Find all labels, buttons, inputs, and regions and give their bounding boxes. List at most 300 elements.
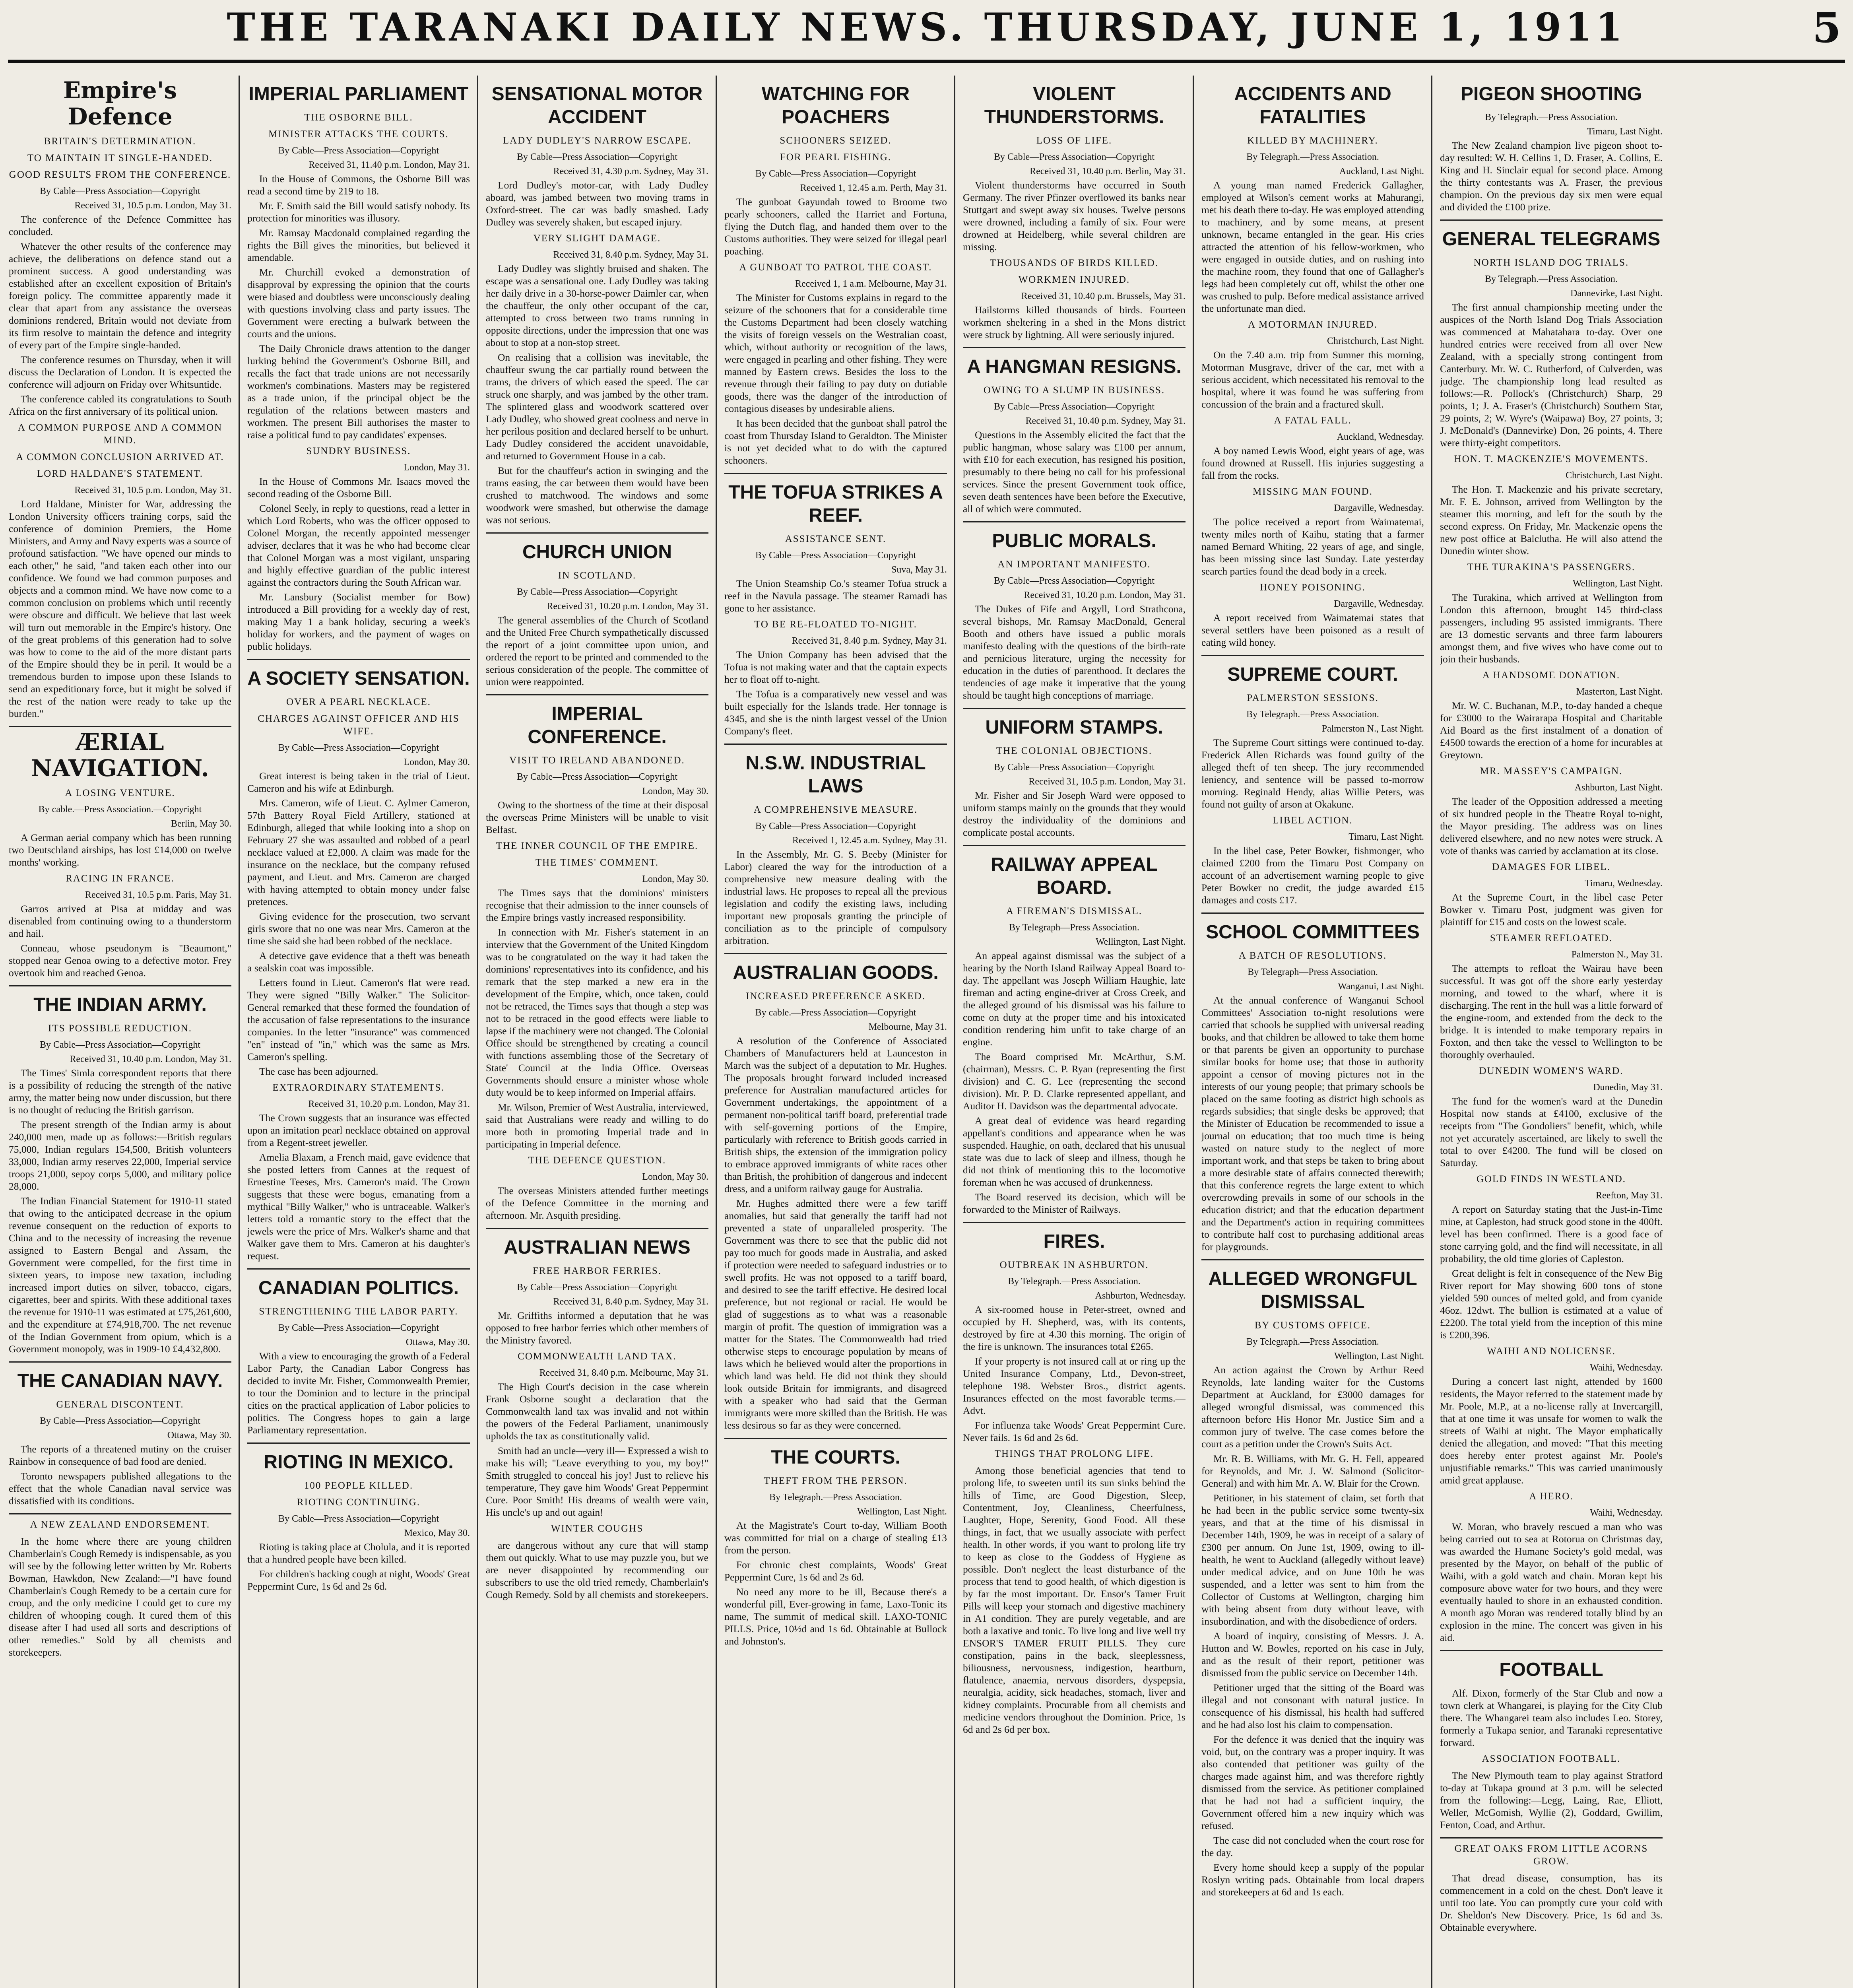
paragraph: The New Plymouth team to play against Stratford to-day at Tukapa ground at 3 p.m. will be selected from the following:—Legg, Laing, Rae, Elliott, Weller, McGomish, Wyllie (2), Goddard, Gwillim, Fenton, Coad, and Arthur.: [1440, 1770, 1663, 1831]
subheading: 100 PEOPLE KILLED.: [304, 1480, 413, 1491]
subheading: COMMONWEALTH LAND TAX.: [518, 1351, 677, 1362]
paragraph: A boy named Lewis Wood, eight years of age, was found drowned at Russell. His injuries suggesting a fall from the rocks.: [1201, 445, 1424, 481]
paragraph: For the defence it was denied that the inquiry was void, but, on the contrary was a proper inquiry. It was also contended that petitioner was guilty of the charges made against him, and was therefore rightly dismissed from the service. As petitioner complained that he had not had a sufficient inquiry, the Government offered him a new inquiry which was refused.: [1201, 1734, 1424, 1831]
paragraph: At the annual conference of Wanganui School Committees' Association to-night resolutions were carried that schools be supplied with universal reading books, and that children be allowed to take them home or that parents be given an opportunity to purchase similar books for home use; that those in authority appoint a censor of moving pictures not in the interests of our young people; that primary schools be placed on the same footing as district high schools as regards subsidies; that single desks be approved; that the Minister of Education be recommended to issue a journal on education; that too much time is being wasted on nature study to the neglect of more important work, and that steps be taken to bring about a more desirable state of affairs connected therewith; that this conference regrets the large extent to which overcrowding prevails in some of our schools in the education district; and that the education department and the Department's action in requiring committees to contribute half cost to purchasing additional areas for playgrounds.: [1201, 994, 1424, 1252]
section-heading: CHURCH UNION: [522, 542, 672, 563]
byline: By Telegraph.—Press Association.: [769, 1492, 902, 1503]
byline: By Telegraph.—Press Association.: [1485, 274, 1618, 284]
paragraph: In the House of Commons, the Osborne Bill was read a second time by 219 to 18.: [247, 173, 470, 197]
paragraph: The reports of a threatened mutiny on the cruiser Rainbow in consequence of bad food are denied.: [9, 1443, 231, 1467]
dateline: Received 31, 4.30 p.m. Sydney, May 31.: [553, 166, 708, 177]
dateline: Wellington, Last Night.: [857, 1507, 947, 1517]
paragraph: The Board comprised Mr. McArthur, S.M. (chairman), Messrs. C. P. Ryan (representing the first division) and C. G. Lee (representing the second division). Mr. P. D. Clarke represented appellant, and Auditor H. Davidson was the departmental advocate.: [963, 1051, 1186, 1112]
dateline: Timaru, Last Night.: [1349, 832, 1424, 842]
paragraph: Mr. Ramsay Macdonald complained regarding the rights the Bill gives the minorities, but believed it amendable.: [247, 227, 470, 263]
paragraph: Questions in the Assembly elicited the fact that the public hangman, whose salary was £100 per annum, with £10 for each execution, has resigned his position, presumably to there being no call for his professional services. Since the present Government took office, seven death sentences have been before the Executive, all of which were commuted.: [963, 429, 1186, 514]
paragraph: Lord Dudley's motor-car, with Lady Dudley aboard, was jambed between two moving trams in Oxford-street. The car was badly smashed. Lady Dudley was severely shaken, but escaped injury.: [486, 179, 708, 228]
byline: By cable.—Press Association—Copyright: [755, 1008, 916, 1018]
section-rule: [247, 1268, 470, 1270]
dateline: Received 31, 10.40 p.m. Sydney, May 31.: [1025, 416, 1186, 426]
byline: By Cable—Press Association—Copyright: [755, 550, 916, 561]
paragraph: A detective gave evidence that a theft was beneath a sealskin coat was impossible.: [247, 950, 470, 974]
paragraph: In the libel case, Peter Bowker, fishmonger, who claimed £200 from the Timaru Post Company on account of an advertisement warning people to give Peter Bowker no credit, the judge awarded £15 damages and costs £17.: [1201, 845, 1424, 906]
paragraph: Mr. Wilson, Premier of West Australia, interviewed, said that Australians were ready and willing to do more both in promoting Imperial trade and in participating in Imperial defence.: [486, 1101, 708, 1150]
subheading: THE OSBORNE BILL.: [304, 112, 413, 123]
section-heading: SCHOOL COMMITTEES: [1206, 922, 1420, 943]
paragraph: The conference of the Defence Committee has concluded.: [9, 214, 231, 237]
paragraph: Great interest is being taken in the trial of Lieut. Cameron and his wife at Edinburgh.: [247, 770, 470, 794]
paragraph: The Indian Financial Statement for 1910-11 stated that owing to the anticipated decrease in the opium revenue consequent on the reduction of exports to China and to the necessity of increasing the revenue assigned to Eastern Bengal and Assam, the Government were compelled, for the first time in sixteen years, to impose new taxation, including increased import duties on silver, tobacco, cigars, cigarettes, beer and spirits. With these additional taxes the revenue for 1910-11 was estimated at £75,261,600, and the expenditure at £74,918,700. The net revenue of the Indian Government from opium, which is a Government monopoly, was in 1909-10 £4,432,800.: [9, 1195, 231, 1355]
paragraph: The Union Steamship Co.'s steamer Tofua struck a reef in the Navula passage. The steamer Ramadi has gone to her assistance.: [724, 578, 947, 614]
paragraph: The Board reserved its decision, which will be forwarded to the Minister of Railways.: [963, 1191, 1186, 1215]
section-heading: ÆRIAL NAVIGATION.: [31, 728, 209, 782]
subheading: SCHOONERS SEIZED.: [780, 135, 892, 146]
column-rule: [477, 76, 478, 1988]
dateline: Received 31, 10.40 p.m. Brussels, May 31.: [1021, 291, 1186, 301]
dateline: Wellington, Last Night.: [1334, 1351, 1424, 1361]
dateline: Received 31, 10.5 p.m. London, May 31.: [74, 200, 231, 211]
byline: By Cable—Press Association—Copyright: [994, 762, 1154, 773]
section-heading: AUSTRALIAN GOODS.: [733, 962, 939, 983]
section-rule: [724, 1438, 947, 1439]
page-number: 5: [1812, 3, 1841, 52]
dateline: Received 31, 10.5 p.m. London, May 31.: [74, 485, 231, 495]
byline: By Cable—Press Association—Copyright: [994, 402, 1154, 412]
byline: By Cable—Press Association—Copyright: [994, 152, 1154, 162]
paragraph: The gunboat Gayundah towed to Broome two pearly schooners, called the Harriet and Fortuna, flying the Dutch flag, and handed them over to the Customs authorities. They were seized for illegal pearl poaching.: [724, 196, 947, 257]
paragraph: An action against the Crown by Arthur Reed Reynolds, late landing waiter for the Customs Department at Auckland, for £3000 damages for alleged wrongful dismissal, was commenced this afternoon before His Honor Mr. Justice Sim and a common jury of twelve. The case comes before the court as a petition under the Crown's Suits Act.: [1201, 1364, 1424, 1450]
section-rule: [963, 521, 1186, 522]
paragraph: Mr. Griffiths informed a deputation that he was opposed to free harbor ferries which other members of the Ministry favored.: [486, 1310, 708, 1346]
subheading: MISSING MAN FOUND.: [1252, 486, 1373, 497]
dateline: Reefton, May 31.: [1596, 1190, 1663, 1201]
dateline: London, May 30.: [404, 757, 470, 767]
paragraph: Mr. Churchill evoked a demonstration of disapproval by expressing the opinion that the courts were biased and doubtless were unconsciously dealing with questions involving class and party issues. The Government were erecting a bulwark between the courts and the unions.: [247, 266, 470, 340]
section-heading: PIGEON SHOOTING: [1460, 83, 1642, 105]
subheading: EXTRAORDINARY STATEMENTS.: [272, 1082, 445, 1093]
column-1: [9, 76, 231, 1988]
paragraph: The Crown suggests that an insurance was effected upon an imitation pearl necklace obtained on approval from a Regent-street jeweller.: [247, 1112, 470, 1148]
section-heading: ACCIDENTS AND FATALITIES: [1234, 83, 1391, 128]
section-rule: [1440, 219, 1663, 221]
section-rule: [724, 953, 947, 954]
dateline: Ottawa, May 30.: [167, 1430, 231, 1441]
paragraph: But for the chauffeur's action in swinging and the trams easing, the car between them would have been crushed to matchwood. The windows and some woodwork were smashed, but otherwise the damage was not serious.: [486, 465, 708, 526]
paragraph: An appeal against dismissal was the subject of a hearing by the North Island Railway Appeal Board to-day. The appellant was Joseph William Haughie, late fireman and acting engine-driver at Cross Creek, and the alleged ground of his dismissal was his failure to come on duty at the proper time and his intoxicated condition rendering him unfit to take charge of an engine.: [963, 950, 1186, 1048]
section-rule: [486, 1228, 708, 1229]
subheading: OVER A PEARL NECKLACE.: [286, 697, 431, 707]
paragraph: The attempts to refloat the Wairau have been successful. It was got off the shore early yesterday morning, and towed to the wharf, where it is discharging. The rent in the hull was a little forward of the engine-room, and extended from the deck to the bridge. It is intended to make temporary repairs in Foxton, and then take the vessel to Wellington to be thoroughly overhauled.: [1440, 963, 1663, 1060]
column-7: [1440, 76, 1663, 1988]
paragraph: Mr. Fisher and Sir Joseph Ward were opposed to uniform stamps mainly on the grounds that they would destroy the individuality of the dominions and complicate postal accounts.: [963, 790, 1186, 838]
section-rule: [9, 726, 231, 727]
dateline: Timaru, Wednesday.: [1585, 878, 1663, 889]
subheading: CHARGES AGAINST OFFICER AND HIS WIFE.: [258, 713, 460, 737]
subheading: INCREASED PREFERENCE ASKED.: [746, 991, 926, 1002]
paragraph: Giving evidence for the prosecution, two servant girls swore that no one was near Mrs. Cameron at the time she said she had been robbed of the necklace.: [247, 911, 470, 947]
paragraph: Mr. R. B. Williams, with Mr. G. H. Fell, appeared for Reynolds, and Mr. J. W. Salmond (Solicitor-General) and with him Mr. A. W. Blair for the Crown.: [1201, 1453, 1424, 1489]
paragraph: A young man named Frederick Gallagher, employed at Wilson's cement works at Mahurangi, met his death there to-day. He was employed attending to machinery, and by some means, at present unknown, became entangled in the gear. His cries attracted the attention of his fellow-workmen, who were engaged in outside duties, and on rushing into the machine room, they found that one of Gallagher's legs had been completely cut off, whilst the other one was crushed to pulp. Before medical assistance arrived the unfortunate man died.: [1201, 179, 1424, 314]
subheading: VISIT TO IRELAND ABANDONED.: [509, 755, 685, 766]
paragraph: For children's hacking cough at night, Woods' Great Peppermint Cure, 1s 6d and 2s 6d.: [247, 1568, 470, 1592]
section-heading: IMPERIAL CONFERENCE.: [528, 703, 667, 747]
section-rule: [1440, 1650, 1663, 1651]
dateline: Wellington, Last Night.: [1095, 937, 1186, 947]
paragraph: Owing to the shortness of the time at their disposal the overseas Prime Ministers will be unable to visit Belfast.: [486, 799, 708, 835]
column-rule: [954, 76, 955, 1988]
subheading: A GUNBOAT TO PATROL THE COAST.: [739, 262, 932, 273]
dateline: Waihi, Wednesday.: [1590, 1363, 1663, 1373]
paragraph: In the House of Commons Mr. Isaacs moved the second reading of the Osborne Bill.: [247, 476, 470, 499]
dateline: Berlin, May 30.: [171, 819, 231, 829]
dateline: London, May 30.: [642, 874, 708, 884]
byline: By Cable—Press Association—Copyright: [278, 1323, 439, 1333]
paragraph: A great deal of evidence was heard regarding appellant's conditions and appearance when he was suspended. Haughie, on oath, declared that his unusual state was due to lack of sleep and illness, though he did not think of mentioning this to the locomotive foreman when he was accused of drunkenness.: [963, 1115, 1186, 1188]
dateline: Received 31, 10.20 p.m. London, May 31.: [547, 601, 708, 612]
section-heading: VIOLENT THUNDERSTORMS.: [984, 83, 1164, 128]
paragraph: The fund for the women's ward at the Dunedin Hospital now stands at £4100, exclusive of the receipts from "The Gondoliers" benefit, which, while not yet accurately ascertained, are likely to swell the total to over £4200. The fund will be closed on Saturday.: [1440, 1095, 1663, 1169]
subheading: MINISTER ATTACKS THE COURTS.: [268, 129, 449, 140]
paragraph: Amelia Blaxam, a French maid, gave evidence that she posted letters from Cannes at the request of Ernestine Teeses, Mrs. Cameron's maid. The Crown suggests that these were bogus, emanating from a mythical "Billy Walker," who is untraceable. Walker's letters told a romantic story to the effect that the jewels were the price of Mrs. Walker's shame and that Walker gave them to Mrs. Cameron at his daughter's request.: [247, 1151, 470, 1262]
column-2: [247, 76, 470, 1988]
subheading: WORKMEN INJURED.: [1018, 274, 1130, 285]
subheading: LIBEL ACTION.: [1273, 815, 1353, 826]
dateline: London, May 30.: [642, 786, 708, 796]
paragraph: The present strength of the Indian army is about 240,000 men, made up as follows:—British regulars 75,000, Indian regulars 154,500, British volunteers 33,000, Indian army reserves 22,000, Imperial service troops 21,000, sepoy corps 5,000, and military police 28,000.: [9, 1119, 231, 1192]
paragraph: No need any more to be ill, Because there's a wonderful pill, Ever-growing in fame, Laxo-Tonic its name, The summit of medical skill. LAXO-TONIC PILLS. Price, 10½d and 1s 6d. Obtainable at Bullock and Johnston's.: [724, 1586, 947, 1647]
subheading: BRITAIN'S DETERMINATION.: [44, 136, 196, 147]
subheading: A HERO.: [1529, 1491, 1574, 1502]
subheading: A MOTORMAN INJURED.: [1248, 319, 1378, 330]
paragraph: With a view to encouraging the growth of a Federal Labor Party, the Canadian Labor Congress has decided to invite Mr. Fisher, Commonwealth Premier, to tour the Dominion and to lecture in the principal cities on the practical application of Labor policies to politics. The Congress hopes to gain a large Parliamentary representation.: [247, 1350, 470, 1436]
subheading: OUTBREAK IN ASHBURTON.: [999, 1260, 1149, 1270]
paragraph: The High Court's decision in the case wherein Frank Osborne sought a declaration that the Commonwealth land tax was invalid and not within the powers of the Federal Parliament, unanimously upholds the tax as constitutionally valid.: [486, 1381, 708, 1442]
dateline: Ashburton, Wednesday.: [1095, 1291, 1186, 1301]
dateline: Mexico, May 30.: [404, 1528, 470, 1538]
paragraph: The police received a report from Waimatemai, twenty miles north of Kaihu, stating that a farmer named Bernard Whiting, 22 years of age, and single, has been missing since last Sunday. Late yesterday search parties found the dead body in a creek.: [1201, 516, 1424, 577]
column-6: [1201, 76, 1424, 1988]
byline: By Cable—Press Association—Copyright: [517, 1282, 677, 1293]
subheading: ASSOCIATION FOOTBALL.: [1482, 1753, 1621, 1764]
paragraph: Whatever the other results of the conference may achieve, the deliberations on defence stand out a prominent success. A good understanding was established after an excellent exposition of Britain's foreign policy. The committee apparently made it clear that apart from any assistance the overseas dominions rendered, Britain would not deviate from its firm resolve to maintain the defence and integrity of every part of the Empire single-handed.: [9, 241, 231, 351]
subheading: A BATCH OF RESOLUTIONS.: [1238, 950, 1387, 961]
subheading: ITS POSSIBLE REDUCTION.: [48, 1023, 192, 1034]
paragraph: The Dukes of Fife and Argyll, Lord Strathcona, several bishops, Mr. Ramsay MacDonald, General Booth and others have issued a public morals manifesto dealing with the questions of the birth-rate and pernicious literature, urging the necessity for education in the duties of parenthood. It declares the tendencies of age make it imperative that the young should be taught high conceptions of marriage.: [963, 603, 1186, 701]
paragraph: Mr. F. Smith said the Bill would satisfy nobody. Its protection for minorities was illusory.: [247, 200, 470, 224]
paragraph: Smith had an uncle—very ill— Expressed a wish to make his will; "Leave everything to you, my boy!" Smith struggled to conceal his joy! Just to relieve his temperature, They gave him Woods' Great Peppermint Cure. Poor Smith! His dreams of wealth were vain, His uncle's up and out again!: [486, 1445, 708, 1518]
dateline: Masterton, Last Night.: [1576, 687, 1663, 697]
paragraph: Violent thunderstorms have occurred in South Germany. The river Pfinzer overflowed its banks near Stuttgart and swept away six houses. Twelve persons were drowned, including a family of six. Four were drowned at Heidelberg, while several children are missing.: [963, 179, 1186, 252]
section-rule: [9, 1513, 231, 1514]
paragraph: Colonel Seely, in reply to questions, read a letter in which Lord Roberts, who was the officer opposed to Colonel Morgan, the recently appointed messenger adviser, declares that it was he who had become clear that Colonel Morgan was a most vigilant, unsparing and highly effective guardian of the public interest against the contractors during the South African war.: [247, 503, 470, 588]
subheading: OWING TO A SLUMP IN BUSINESS.: [983, 385, 1165, 396]
section-heading: N.S.W. INDUSTRIAL LAWS: [745, 753, 926, 797]
masthead-rule: [8, 60, 1845, 63]
section-heading: RIOTING IN MEXICO.: [264, 1452, 454, 1473]
paragraph: At the Magistrate's Court to-day, William Booth was committed for trial on a charge of stealing £13 from the person.: [724, 1520, 947, 1556]
subheading: MR. MASSEY'S CAMPAIGN.: [1480, 766, 1623, 777]
section-heading: ALLEGED WRONGFUL DISMISSAL: [1208, 1268, 1417, 1312]
subheading: SUNDRY BUSINESS.: [306, 446, 411, 456]
section-heading: CANADIAN POLITICS.: [258, 1277, 459, 1299]
paragraph: The Supreme Court sittings were continued to-day. Frederick Allen Richards was found guilty of the alleged theft of ten sheep. The jury recommended leniency, and sentence will be passed to-morrow morning. Reginald Hendy, alias Willie Peters, was found not guilty of arson at Okakune.: [1201, 737, 1424, 810]
dateline: Suva, May 31.: [891, 565, 947, 575]
dateline: Received 31, 10.40 p.m. London, May 31.: [70, 1054, 231, 1064]
dateline: Timaru, Last Night.: [1587, 126, 1663, 137]
paragraph: A resolution of the Conference of Associated Chambers of Manufacturers held at Launceston in March was the subject of a deputation to Mr. Hughes. The proposals brought forward included increased preference for Australian manufactured articles for Government undertakings, the appointment of a permanent non-political tariff board, preferential trade with self-governing portions of the Empire, particularly with reference to British goods carried in British ships, the extension of the immigration policy to embrace approved immigrants of white races other than British, the prohibition of dangerous and indecent dress, and a uniform railway gauge for Australia.: [724, 1035, 947, 1194]
byline: By Cable—Press Association—Copyright: [755, 821, 916, 831]
dateline: Dunedin, May 31.: [1593, 1082, 1663, 1093]
section-heading: THE TOFUA STRIKES A REEF.: [728, 482, 943, 526]
paragraph: Mr. W. C. Buchanan, M.P., to-day handed a cheque for £3000 to the Wairarapa Hospital and Charitable Aid Board as the first instalment of a donation of £4500 towards the erection of a home for incurables at Greytown.: [1440, 700, 1663, 761]
dateline: Received 31, 8.40 p.m. Sydney, May 31.: [792, 636, 947, 646]
dateline: Received 31, 8.40 p.m. Sydney, May 31.: [553, 250, 708, 260]
paragraph: A report on Saturday stating that the Just-in-Time mine, at Capleston, had struck good stone in the 400ft. level has been confirmed. There is a good face of stone carrying gold, and the find will necessitate, in all probability, the old time glories of Capleston.: [1440, 1204, 1663, 1264]
section-rule: [247, 659, 470, 660]
section-rule: [486, 532, 708, 534]
subheading: WINTER COUGHS: [551, 1523, 644, 1534]
paragraph: For influenza take Woods' Great Peppermint Cure. Never fails. 1s 6d and 2s 6d.: [963, 1419, 1186, 1443]
dateline: Auckland, Wednesday.: [1337, 432, 1424, 442]
byline: By Telegraph—Press Association.: [1009, 922, 1139, 933]
paragraph: Mr. Hughes admitted there were a few tariff anomalies, but said that generally the tariff had not prevented a state of unparalleled prosperity. The Government was there to see that the public did not pay too much for goods made in Australia, and asked if protection were needed to safeguard industries or to swell profits. He was not opposed to a tariff board, and desired to see the tariff effective. He desired local preference, but not regional or racial. He would be glad of suggestions as to what was a reasonable margin of profit. The question of immigration was a matter for the States. The Commonwealth had tried otherwise steps to encourage population by means of laws which he believed would alter the proportions in which land was held. He did not think they should look outside Britain for immigrants, and disagreed with a speaker who had said that the German immigrants were more skilled than the British. He was less desirous so far as they were concerned.: [724, 1198, 947, 1431]
section-rule: [963, 708, 1186, 709]
byline: By Telegraph.—Press Association.: [1246, 1337, 1379, 1347]
subheading: NORTH ISLAND DOG TRIALS.: [1473, 257, 1629, 268]
subheading: KILLED BY MACHINERY.: [1247, 135, 1378, 146]
section-rule: [247, 1442, 470, 1444]
subheading: GENERAL DISCONTENT.: [56, 1399, 184, 1410]
dateline: Received 31, 8.40 p.m. Sydney, May 31.: [553, 1297, 708, 1307]
subheading: IN SCOTLAND.: [558, 570, 636, 581]
paragraph: For chronic chest complaints, Woods' Great Peppermint Cure, 1s 6d and 2s 6d.: [724, 1559, 947, 1583]
section-heading: A SOCIETY SENSATION.: [247, 668, 470, 689]
section-heading: FOOTBALL: [1499, 1659, 1603, 1680]
section-rule: [486, 694, 708, 695]
dateline: Palmerston N., Last Night.: [1321, 724, 1424, 734]
subheading: TO BE RE-FLOATED TO-NIGHT.: [754, 619, 917, 630]
column-3: [486, 76, 708, 1988]
subheading: FOR PEARL FISHING.: [780, 152, 892, 163]
paragraph: Among those beneficial agencies that tend to prolong life, to sweeten until its sun sinks behind the hills of Time, are Good Digestion, Sleep, Contentment, Joy, Cleanliness, Cheerfulness, Laughter, Hope, Serenity, Good Food. All these things, in fact, that we usually associate with perfect health. In other words, if you want to prolong life try to keep as close to the Goddess of Hygiene as possible. Don't neglect the least disturbance of the process that tend to good health, of which digestion is by far the most important. Dr. Ensor's Tamer Fruit Pills will keep your stomach and digestive machinery in A1 condition. They are purely vegetable, and are both a laxative and tonic. To live long and live well try ENSOR'S TAMER FRUIT PILLS. They cure constipation, pains in the back, sleeplessness, biliousness, nervousness, indigestion, heartburn, flatulence, anaemia, nervous disorders, dyspepsia, neuralgia, acidity, sick headaches, stomach, liver and kidney complaints. Procurable from all chemists and medicine vendors throughout the Dominion. Price, 1s 6d and 2s 6d per box.: [963, 1465, 1186, 1735]
paragraph: The Times says that the dominions' ministers recognise that their admission to the inner counsels of the Empire brings vastly increased responsibility.: [486, 887, 708, 923]
byline: By Cable—Press Association—Copyright: [517, 587, 677, 597]
section-heading: THE INDIAN ARMY.: [33, 994, 207, 1015]
subheading: A FATAL FALL.: [1274, 415, 1352, 426]
dateline: Received 31, 10.5 p.m. Paris, May 31.: [85, 890, 231, 900]
byline: By Cable—Press Association—Copyright: [994, 576, 1154, 586]
column-5: [963, 76, 1186, 1988]
paragraph: Petitioner, in his statement of claim, set forth that he had been in the public service some twenty-six years, and that at the time of his dismissal in December 14th, 1909, he was in receipt of a salary of £300 per annum. On June 1st, 1909, owing to ill-health, he went to Auckland (allegedly without leave) under medical advice, and on June 10th he was suspended, and a letter was sent to him from the Collector of Customs at Wellington, charging him with being absent from duty without leave, with insubordination, and with the disobedience of orders.: [1201, 1492, 1424, 1627]
section-heading: SUPREME COURT.: [1227, 664, 1398, 685]
column-rule: [1431, 76, 1432, 1988]
subheading: THE DEFENCE QUESTION.: [528, 1155, 666, 1166]
section-heading: IMPERIAL PARLIAMENT: [248, 83, 469, 105]
paragraph: If your property is not insured call at or ring up the United Insurance Company, Ltd., Devon-street, telephone 198. Webster Bros., district agents. Insurances effected on the most favorable terms.—Advt.: [963, 1355, 1186, 1416]
subheading: THOUSANDS OF BIRDS KILLED.: [990, 258, 1159, 268]
subheading: HON. T. MACKENZIE'S MOVEMENTS.: [1454, 454, 1649, 464]
paragraph: The general assemblies of the Church of Scotland and the United Free Church sympathetically discussed the report of a joint committee upon union, and ordered the report to be printed and commended to the serious consideration of the people. The committee of union were reappointed.: [486, 614, 708, 687]
paragraph: The overseas Ministers attended further meetings of the Defence Committee in the morning and afternoon. Mr. Asquith presiding.: [486, 1185, 708, 1221]
paragraph: The conference cabled its congratulations to South Africa on the first anniversary of its political union.: [9, 393, 231, 417]
dateline: Palmerston N., May 31.: [1571, 949, 1663, 960]
paragraph: Hailstorms killed thousands of birds. Fourteen workmen sheltering in a shed in the Mons district were struck by lightning. All were seriously injured.: [963, 304, 1186, 340]
paragraph: are dangerous without any cure that will stamp them out quickly. What to use may puzzle you, but we are never disappointed by recommending our subscribers to use the old tried remedy, Chamberlain's Cough Remedy. Sold by all chemists and storekeepers.: [486, 1540, 708, 1600]
subheading: HONEY POISONING.: [1260, 582, 1366, 593]
dateline: Received 1, 1 a.m. Melbourne, May 31.: [795, 279, 947, 289]
column-rule: [1193, 76, 1194, 1988]
byline: By Cable—Press Association—Copyright: [517, 152, 677, 162]
section-heading: RAILWAY APPEAL BOARD.: [991, 854, 1158, 898]
paragraph: The Times' Simla correspondent reports that there is a possibility of reducing the strength of the native army, the matter being now under discussion, but there is no thought of reducing the British garrison.: [9, 1067, 231, 1116]
column-rule: [716, 76, 717, 1988]
dateline: Christchurch, Last Night.: [1327, 336, 1424, 346]
section-heading: WATCHING FOR POACHERS: [761, 83, 910, 128]
section-heading: AUSTRALIAN NEWS: [504, 1237, 691, 1258]
subheading: VERY SLIGHT DAMAGE.: [533, 233, 661, 244]
dateline: London, May 31.: [404, 462, 470, 473]
subheading: GREAT OAKS FROM LITTLE ACORNS GROW.: [1454, 1843, 1648, 1867]
subheading: A COMMON PURPOSE AND A COMMON MIND.: [17, 422, 223, 446]
paragraph: The Minister for Customs explains in regard to the seizure of the schooners that for a considerable time the Customs Department had been closely watching the visits of foreign vessels on the Westralian coast, which, without authority or recognition of the laws, were engaged in pearling and other fishing. They were manned by Eastern crews. Besides the loss to the revenue through their failing to pay duty on dutiable goods, there was the danger of the introduction of contagious diseases by undesirable aliens.: [724, 292, 947, 414]
byline: By Telegraph—Press Association.: [1248, 967, 1378, 977]
subheading: BY CUSTOMS OFFICE.: [1254, 1320, 1371, 1331]
section-rule: [963, 1222, 1186, 1223]
column-4: [724, 76, 947, 1988]
subheading: A NEW ZEALAND ENDORSEMENT.: [30, 1519, 210, 1530]
dateline: Received 31, 11.40 p.m. London, May 31.: [309, 160, 470, 170]
paragraph: Mrs. Cameron, wife of Lieut. C. Aylmer Cameron, 57th Battery Royal Field Artillery, stationed at Edinburgh, alleged that while looking into a shop on February 27 she was assaulted and robbed of a pearl necklace valued at £2,000. A claim was made for the insurance on the necklace, but the company refused payment, and Lieut. and Mrs. Cameron are charged with having attempted to obtain money under false pretences.: [247, 797, 470, 907]
section-rule: [1201, 655, 1424, 656]
paragraph: Letters found in Lieut. Cameron's flat were read. They were signed "Billy Walker." The Solicitor-General remarked that these formed the foundation of the accusation of false representations to the insurance companies. In the letter "insurance" was commenced "en" instead of "in," which was the same as Mrs. Cameron's spelling.: [247, 977, 470, 1062]
subheading: LADY DUDLEY'S NARROW ESCAPE.: [503, 135, 692, 146]
dateline: Received 1, 12.45 a.m. Perth, May 31.: [800, 183, 947, 193]
dateline: Received 31, 10.5 p.m. London, May 31.: [1028, 777, 1186, 787]
dateline: Received 31, 10.20 p.m. London, May 31.: [308, 1099, 470, 1109]
section-heading: SENSATIONAL MOTOR ACCIDENT: [491, 83, 703, 128]
section-rule: [963, 347, 1186, 348]
dateline: Dargaville, Wednesday.: [1334, 503, 1424, 513]
byline: By Cable—Press Association—Copyright: [40, 186, 200, 196]
paragraph: The New Zealand champion live pigeon shoot to-day resulted: W. H. Cellins 1, D. Fraser, A. Collins, E. King and H. Sinclair equal for second place. Among the thirty contestants was A. Fraser, the previous champion. On the previous day six men were equal and divided the £100 prize.: [1440, 140, 1663, 213]
paragraph: Garros arrived at Pisa at midday and was disenabled from continuing owing to a thunderstorm and hail.: [9, 903, 231, 939]
byline: By Cable—Press Association—Copyright: [755, 169, 916, 179]
paragraph: Toronto newspapers published allegations to the effect that the whole Canadian naval service was dissatisfied with its conditions.: [9, 1470, 231, 1507]
section-rule: [963, 845, 1186, 846]
paragraph: At the Supreme Court, in the libel case Peter Bowker v. Timaru Post, judgment was given for plaintiff for £15 and costs on the lowest scale.: [1440, 891, 1663, 928]
dateline: Received 31, 10.20 p.m. London, May 31.: [1024, 590, 1186, 600]
byline: By Cable—Press Association—Copyright: [517, 772, 677, 782]
paragraph: The Tofua is a comparatively new vessel and was built especially for the Islands trade. Her tonnage is 4345, and she is the ninth largest vessel of the Union Company's fleet.: [724, 688, 947, 737]
subheading: A FIREMAN'S DISMISSAL.: [1006, 906, 1143, 916]
subheading: LORD HALDANE'S STATEMENT.: [37, 468, 203, 479]
paragraph: A six-roomed house in Peter-street, owned and occupied by H. Shepherd, was, with its contents, destroyed by fire at 4.30 this morning. The origin of the fire is unknown. The insurances total £265.: [963, 1304, 1186, 1352]
paragraph: Alf. Dixon, formerly of the Star Club and now a town clerk at Whangarei, is playing for the City Club there. The Whangarei team also includes Leo. Storey, formerly a Tukapa senior, and Taranaki representative forward.: [1440, 1687, 1663, 1748]
dateline: Received 31, 10.40 p.m. Berlin, May 31.: [1030, 166, 1186, 177]
paragraph: Lady Dudley was slightly bruised and shaken. The escape was a sensational one. Lady Dudley was taking her daily drive in a 30-horse-power Daimler car, when the chauffeur, the only other occupant of the car, attempted to cross between two trams running in opposite directions, under the impression that one was about to stop at a non-stop street.: [486, 263, 708, 348]
subheading: WAIHI AND NOLICENSE.: [1487, 1346, 1616, 1357]
byline: By cable.—Press Association.—Copyright: [38, 804, 202, 815]
paragraph: The Hon. T. Mackenzie and his private secretary, Mr. F. E. Johnson, arrived from Wellington by the steamer this morning, and left for the south by the second express. On Friday, Mr. Mackenzie opens the new post office at Balclutha. He will also attend the Dunedin winter show.: [1440, 483, 1663, 557]
byline: By Cable—Press Association—Copyright: [278, 1514, 439, 1524]
subheading: A HANDSOME DONATION.: [1482, 670, 1620, 681]
subheading: TO MAINTAIN IT SINGLE-HANDED.: [27, 153, 213, 163]
section-heading: GENERAL TELEGRAMS: [1442, 229, 1661, 250]
paragraph: A report received from Waimatemai states that several settlers have been poisoned as a result of eating wild honey.: [1201, 612, 1424, 648]
paragraph: The case did not concluded when the court rose for the day.: [1201, 1835, 1424, 1858]
paragraph: Lord Haldane, Minister for War, addressing the London University officers training corps, said the conference of dominion Premiers, the Home Ministers, and Army and Navy experts was a source of profound satisfaction. "We have opened our minds to each other," he said, "and taken each other into our confidence. We found we had common purposes and objects and a common mind. We have now come to a common conclusion on problems which until recently were obscure and difficult. We believe that last week will turn out memorable in the Empire's history. One of the great problems of this generation had to solve was how to come to the aid of the more distant parts of the Empire should they be in peril. It would be a tremendous burden to impose upon these Islands to send an expeditionary force, but it might be solved if the rest of the nation were ready to take up the burden.": [9, 498, 231, 719]
subheading: A LOSING VENTURE.: [65, 788, 175, 798]
paragraph: The conference resumes on Thursday, when it will discuss the Declaration of London. It is expected the conference will adjourn on Friday over Whitsuntide.: [9, 354, 231, 390]
subheading: THE TIMES' COMMENT.: [535, 857, 659, 868]
byline: By Cable—Press Association—Copyright: [40, 1040, 200, 1050]
subheading: A COMPREHENSIVE MEASURE.: [753, 804, 918, 815]
paragraph: On the 7.40 a.m. trip from Sumner this morning, Motorman Musgrave, driver of the car, met with a serious accident, which necessitated his removal to the hospital, where it was found he was suffering from concussion of the brain and a fractured skull.: [1201, 349, 1424, 410]
paragraph: Great delight is felt in consequence of the New Big River report for May showing 600 tons of stone yielded 590 ounces of melted gold, and from cyanide 46oz. 12dwt. The bullion is estimated at a value of £2200. The total yield from the inception of this mine is £200,396.: [1440, 1268, 1663, 1341]
section-heading: A HANGMAN RESIGNS.: [967, 356, 1182, 377]
paragraph: Mr. Lansbury (Socialist member for Bow) introduced a Bill providing for a weekly day of rest, making May 1 a bank holiday, securing a week's holiday for workers, and the payment of wages on public holidays.: [247, 591, 470, 652]
dateline: Christchurch, Last Night.: [1566, 470, 1663, 481]
paragraph: It has been decided that the gunboat shall patrol the coast from Thursday Island to Geraldton. The Minister is not yet decided what to do with the captured schooners.: [724, 417, 947, 466]
subheading: AN IMPORTANT MANIFESTO.: [997, 559, 1151, 570]
dateline: Received 31, 8.40 p.m. Melbourne, May 31.: [539, 1368, 708, 1378]
section-heading: UNIFORM STAMPS.: [985, 717, 1163, 738]
dateline: London, May 30.: [642, 1172, 708, 1182]
dateline: Ottawa, May 30.: [406, 1337, 470, 1347]
paragraph: In the home where there are young children Chamberlain's Cough Remedy is indispensable, as you will see by the following letter written by Mr. Roberts Bowman, Hawkdon, New Zealand:—"I have found Chamberlain's Cough Remedy to be a certain cure for croup, and the only medicine I could get to cure my children of whooping cough. It cured them of this disease after I had used all sorts and descriptions of other remedies." Sold by all chemists and storekeepers.: [9, 1536, 231, 1658]
dateline: Auckland, Last Night.: [1339, 166, 1424, 177]
subheading: THE INNER COUNCIL OF THE EMPIRE.: [496, 841, 699, 851]
subheading: GOLD FINDS IN WESTLAND.: [1476, 1174, 1626, 1184]
paragraph: The case has been adjourned.: [259, 1066, 378, 1077]
paragraph: During a concert last night, attended by 1600 residents, the Mayor referred to the statement made by Mr. Poole, M.P., at a no-license rally at Invercargill, that at one time it was unsafe for women to walk the streets of Waihi at night. The Mayor emphatically denied the allegation, and moved: "That this meeting does hereby enter protest against Mr. Poole's unjustifiable remarks." This was carried unanimously amid great applause.: [1440, 1376, 1663, 1486]
paragraph: Rioting is taking place at Cholula, and it is reported that a hundred people have been killed.: [247, 1541, 470, 1565]
paragraph: The leader of the Opposition addressed a meeting of six hundred people in the Theatre Royal to-night, the Mayor presiding. The address was on lines delivered elsewhere, and no new notes were struck. A vote of thanks was carried by acclamation at its close.: [1440, 796, 1663, 856]
byline: By Telegraph.—Press Association.: [1246, 152, 1379, 162]
paragraph: Every home should keep a supply of the popular Roslyn writing pads. Obtainable from local drapers and storekeepers at 6d and 1s each.: [1201, 1862, 1424, 1898]
paragraph: The Turakina, which arrived at Wellington from London this afternoon, brought 145 third-class passengers, including 95 assisted immigrants. There are 13 domestic servants and three farm labourers amongst them, and five wives who have come out to join their husbands.: [1440, 592, 1663, 665]
dateline: Melbourne, May 31.: [868, 1022, 947, 1032]
section-heading: Empire's Defence: [63, 77, 177, 130]
subheading: STRENGTHENING THE LABOR PARTY.: [259, 1306, 458, 1317]
paragraph: In connection with Mr. Fisher's statement in an interview that the Government of the United Kingdom was to be congratulated on the way it had taken the dominions' representatives into its confidence, and his remark that the step marked a new era in the development of the Empire, which, once taken, could not be retraced, the Times says that though a step was not to be retraced in the good effects were liable to lapse if the machinery were not changed. The Colonial Office should be strengthened by creating a council with functions assembling those of the Secretary of State' Council at the India Office. Overseas Governments should ensure a minister whose whole duty would be to keep informed on Imperial affairs.: [486, 926, 708, 1098]
dateline: Ashburton, Last Night.: [1574, 782, 1663, 793]
subheading: THE COLONIAL OBJECTIONS.: [996, 746, 1153, 756]
byline: By Cable—Press Association—Copyright: [278, 146, 439, 156]
column-rule: [239, 76, 240, 1988]
paragraph: The Daily Chronicle draws attention to the danger lurking behind the Government's Osborne Bill, and recalls the fact that trade unions are not necessarily workmen's combinations. Masters may be registered as a trade union, if the principal object be the regulation of the relations between masters and workmen. The present Bill authorises the master to raise a political fund to pay candidates' expenses.: [247, 343, 470, 441]
subheading: A COMMON CONCLUSION ARRIVED AT.: [16, 452, 224, 462]
paragraph: Petitioner urged that the sitting of the Board was illegal and not consonant with natural justice. In consequence of his dismissal, his health had suffered and he had also lost his claim to compensation.: [1201, 1682, 1424, 1730]
paragraph: A board of inquiry, consisting of Messrs. J. A. Hutton and W. Bowles, reported on his case in July, and as the result of their report, petitioner was dismissed from the public service on December 14th.: [1201, 1630, 1424, 1679]
subheading: ASSISTANCE SENT.: [785, 534, 887, 544]
subheading: GOOD RESULTS FROM THE CONFERENCE.: [9, 169, 231, 180]
subheading: PALMERSTON SESSIONS.: [1247, 693, 1379, 703]
subheading: RIOTING CONTINUING.: [297, 1497, 421, 1508]
dateline: Dannevirke, Last Night.: [1570, 288, 1663, 299]
subheading: THE TURAKINA'S PASSENGERS.: [1467, 562, 1636, 573]
subheading: RACING IN FRANCE.: [66, 873, 175, 884]
section-heading: THE CANADIAN NAVY.: [17, 1371, 223, 1392]
masthead-title: THE TARANAKI DAILY NEWS. THURSDAY, JUNE 1, 1911: [227, 5, 1626, 50]
dateline: Waihi, Wednesday.: [1590, 1508, 1663, 1518]
section-rule: [724, 473, 947, 474]
byline: By Cable—Press Association—Copyright: [40, 1416, 200, 1426]
section-heading: THE COURTS.: [771, 1447, 900, 1468]
paragraph: The Union Company has been advised that the Tofua is not making water and that the captain expects her to float off to-night.: [724, 649, 947, 685]
subheading: STEAMER REFLOATED.: [1490, 933, 1613, 944]
paragraph: In the Assembly, Mr. G. S. Beeby (Minister for Labor) cleared the way for the introduction of a comprehensive new measure dealing with the industrial laws. He proposes to repeal all the previous legislation and codify the existing laws, including important new proposals granting the principle of conciliation as to the principle of compulsory arbitration.: [724, 848, 947, 946]
